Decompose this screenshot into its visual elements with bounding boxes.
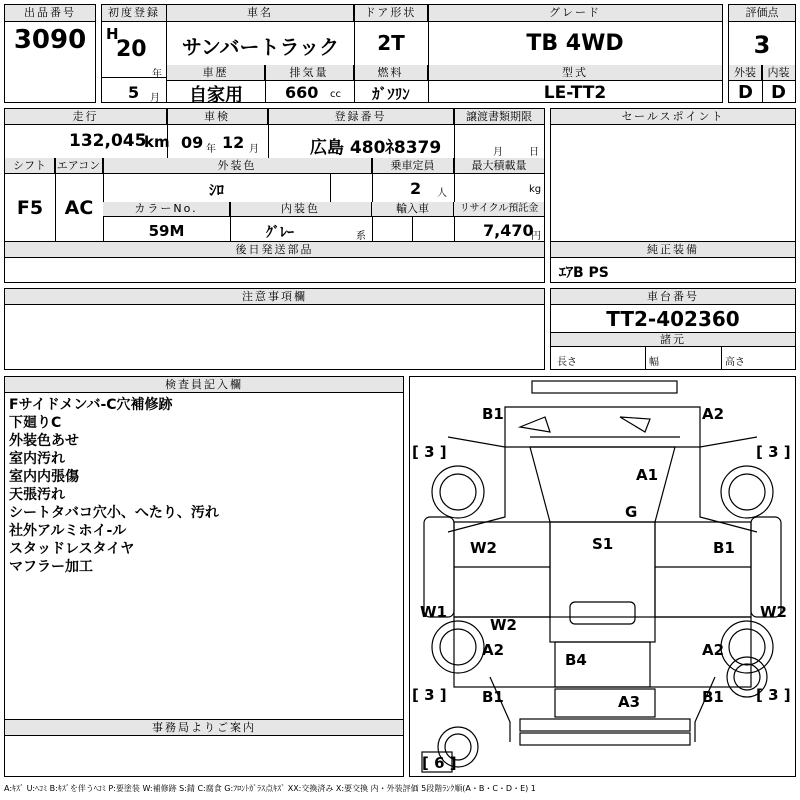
mileage: 132,045: [69, 131, 147, 151]
legend: A:ｷｽﾞ U:ﾍｺﾐ B:ｷｽﾞを伴うﾍｺﾐ P:要塗装 W:補修跡 S:錆 C:腐食 G:ﾌﾛﾝﾄｶﾞﾗｽ点ｷｽﾞ XX:交換済み X:要交換 内・外装評価 5段階ﾗﾝｸ順(A・B・C・D・E) 1: [4, 784, 536, 793]
inspector-note: 室内内張傷: [9, 469, 79, 485]
shift-label: シフト: [5, 158, 55, 174]
later-parts-label: 後日発送部品: [5, 242, 544, 258]
shaken-month: 12: [222, 133, 245, 152]
damage-mark: A2: [702, 405, 725, 423]
history-label: 車歴: [167, 65, 265, 81]
damage-mark: B1: [482, 688, 504, 706]
damage-mark: A3: [618, 693, 641, 711]
inspector-note: スタッドレスタイヤ: [9, 541, 135, 557]
import-label: 輸入車: [372, 202, 454, 217]
caution-box: [4, 288, 545, 370]
max-load-unit: kg: [529, 184, 542, 195]
car-info-block: [166, 4, 723, 106]
score: 3: [753, 31, 771, 59]
displacement: 660: [285, 83, 319, 102]
air-conditioner: AC: [64, 197, 94, 219]
model-label: 型式: [428, 65, 722, 81]
capacity-label: 乗車定員: [372, 158, 454, 174]
shift: F5: [16, 197, 44, 219]
model-code: LE-TT2: [543, 83, 607, 103]
later-parts-box: [4, 241, 545, 283]
inspector-note: 天張汚れ: [9, 487, 65, 503]
transfer-day-unit: 日: [529, 147, 539, 158]
tire-tread: [ 3 ]: [756, 443, 791, 461]
details-block: [4, 108, 545, 242]
damage-mark: B4: [565, 651, 587, 669]
damage-mark: W2: [470, 539, 497, 557]
chassis-box: [550, 288, 796, 370]
ac-label: エアコン: [55, 158, 103, 174]
damage-mark: B1: [482, 405, 504, 423]
genuine-label: 純正装備: [551, 242, 795, 258]
displacement-label: 排気量: [265, 65, 354, 81]
interior-label: 内装: [762, 65, 795, 81]
month-unit: 月: [150, 93, 160, 104]
genuine-equipment-box: [550, 241, 796, 283]
tire-tread: [ 3 ]: [756, 686, 791, 704]
car-name-label: 車名: [167, 5, 354, 22]
first-registration-cell: [101, 4, 167, 103]
inspector-note: 社外アルミホイ-ル: [9, 523, 127, 539]
width-label: 幅: [649, 357, 659, 368]
damage-mark: G: [625, 503, 638, 521]
damage-mark: B1: [702, 688, 724, 706]
interior-grade: D: [771, 82, 786, 103]
displacement-unit: cc: [330, 89, 341, 100]
tire-tread: [ 3 ]: [412, 686, 447, 704]
score-label: 評価点: [729, 5, 795, 22]
color-number: 59M: [148, 222, 185, 240]
inspector-note: 室内汚れ: [9, 451, 65, 467]
recycle-unit: 円: [531, 231, 541, 242]
max-load-label: 最大積載量: [454, 158, 544, 174]
shaken-year: 09: [181, 133, 204, 152]
shaken-label: 車検: [167, 109, 268, 125]
recycle-label: リサイクル預託金: [454, 202, 544, 217]
recycle-fee: 7,470: [483, 221, 534, 240]
era: H: [106, 25, 119, 43]
damage-mark: S1: [592, 535, 614, 553]
damage-mark: W2: [490, 616, 517, 634]
inspector-note: 下廻りC: [9, 415, 62, 431]
mileage-label: 走行: [5, 109, 167, 125]
ext-color-label: 外装色: [103, 158, 372, 174]
damage-mark: A1: [636, 466, 659, 484]
inspector-note: 外装色あせ: [9, 433, 79, 449]
tire-tread: [ 6 ]: [422, 754, 457, 772]
lot-number-cell: [4, 4, 96, 103]
registration-number: 広島 480ﾈ8379: [310, 138, 442, 158]
height-label: 高さ: [725, 357, 745, 368]
vehicle-outline: [410, 377, 795, 776]
car-name: サンバートラック: [181, 35, 340, 59]
color-no-label: カラーNo.: [103, 202, 230, 217]
inspector-note: シートタバコ穴小、へたり、汚れ: [9, 505, 219, 521]
length-label: 長さ: [557, 357, 577, 368]
reg-no-label: 登録番号: [268, 109, 454, 125]
sales-points-box: [550, 108, 796, 242]
sales-points-label: セールスポイント: [551, 109, 795, 125]
door-label: ドア形状: [354, 5, 428, 22]
lot-number: 3090: [13, 25, 87, 55]
grade-label: グレード: [428, 5, 722, 22]
inspector-note: Fサイドメンバ-C穴補修跡: [9, 397, 173, 413]
door-type: 2T: [377, 31, 405, 55]
genuine-equipment: ｴｱB PS: [559, 265, 609, 281]
inspector-label: 検査員記入欄: [5, 377, 403, 393]
office-box: [4, 719, 404, 777]
inspector-note: マフラー加工: [9, 559, 93, 575]
first-reg-month: 5: [128, 83, 140, 102]
damage-mark: A2: [702, 641, 725, 659]
damage-mark: W1: [420, 603, 447, 621]
transfer-month-unit: 月: [493, 147, 503, 158]
lot-number-label: 出品番号: [5, 5, 95, 22]
exterior-grade: D: [738, 82, 753, 103]
specs-label: 諸元: [551, 332, 795, 347]
int-color-unit: 系: [356, 231, 366, 242]
damage-mark: B1: [713, 539, 735, 557]
capacity-unit: 人: [437, 188, 447, 199]
history: 自家用: [189, 85, 243, 106]
score-cell: [728, 4, 796, 103]
chassis-label: 車台番号: [551, 289, 795, 305]
exterior-label: 外装: [729, 65, 762, 81]
transfer-label: 譲渡書類期限: [454, 109, 544, 125]
year-unit: 年: [152, 69, 162, 80]
mileage-unit: km: [144, 133, 170, 151]
first-reg-year: 20: [116, 37, 147, 62]
damage-mark: A2: [482, 641, 505, 659]
shaken-month-unit: 月: [249, 144, 259, 155]
inspector-notes: [9, 396, 219, 576]
shaken-year-unit: 年: [206, 144, 216, 155]
damage-mark: W2: [760, 603, 787, 621]
chassis-number: TT2-402360: [606, 307, 740, 331]
grade: TB 4WD: [526, 31, 624, 56]
caution-label: 注意事項欄: [5, 289, 544, 305]
tire-tread: [ 3 ]: [412, 443, 447, 461]
office-label: 事務局よりご案内: [5, 720, 403, 736]
fuel-label: 燃料: [354, 65, 428, 81]
int-color-label: 内装色: [230, 202, 372, 217]
fuel: ｶﾞｿﾘﾝ: [372, 85, 410, 103]
damage-diagram: [409, 376, 796, 777]
inspector-box: [4, 376, 404, 720]
ext-color: ｼﾛ: [208, 181, 224, 199]
int-color: ｸﾞﾚｰ: [266, 225, 294, 241]
first-registration-label: 初度登録: [102, 5, 166, 22]
capacity: 2: [410, 179, 422, 198]
